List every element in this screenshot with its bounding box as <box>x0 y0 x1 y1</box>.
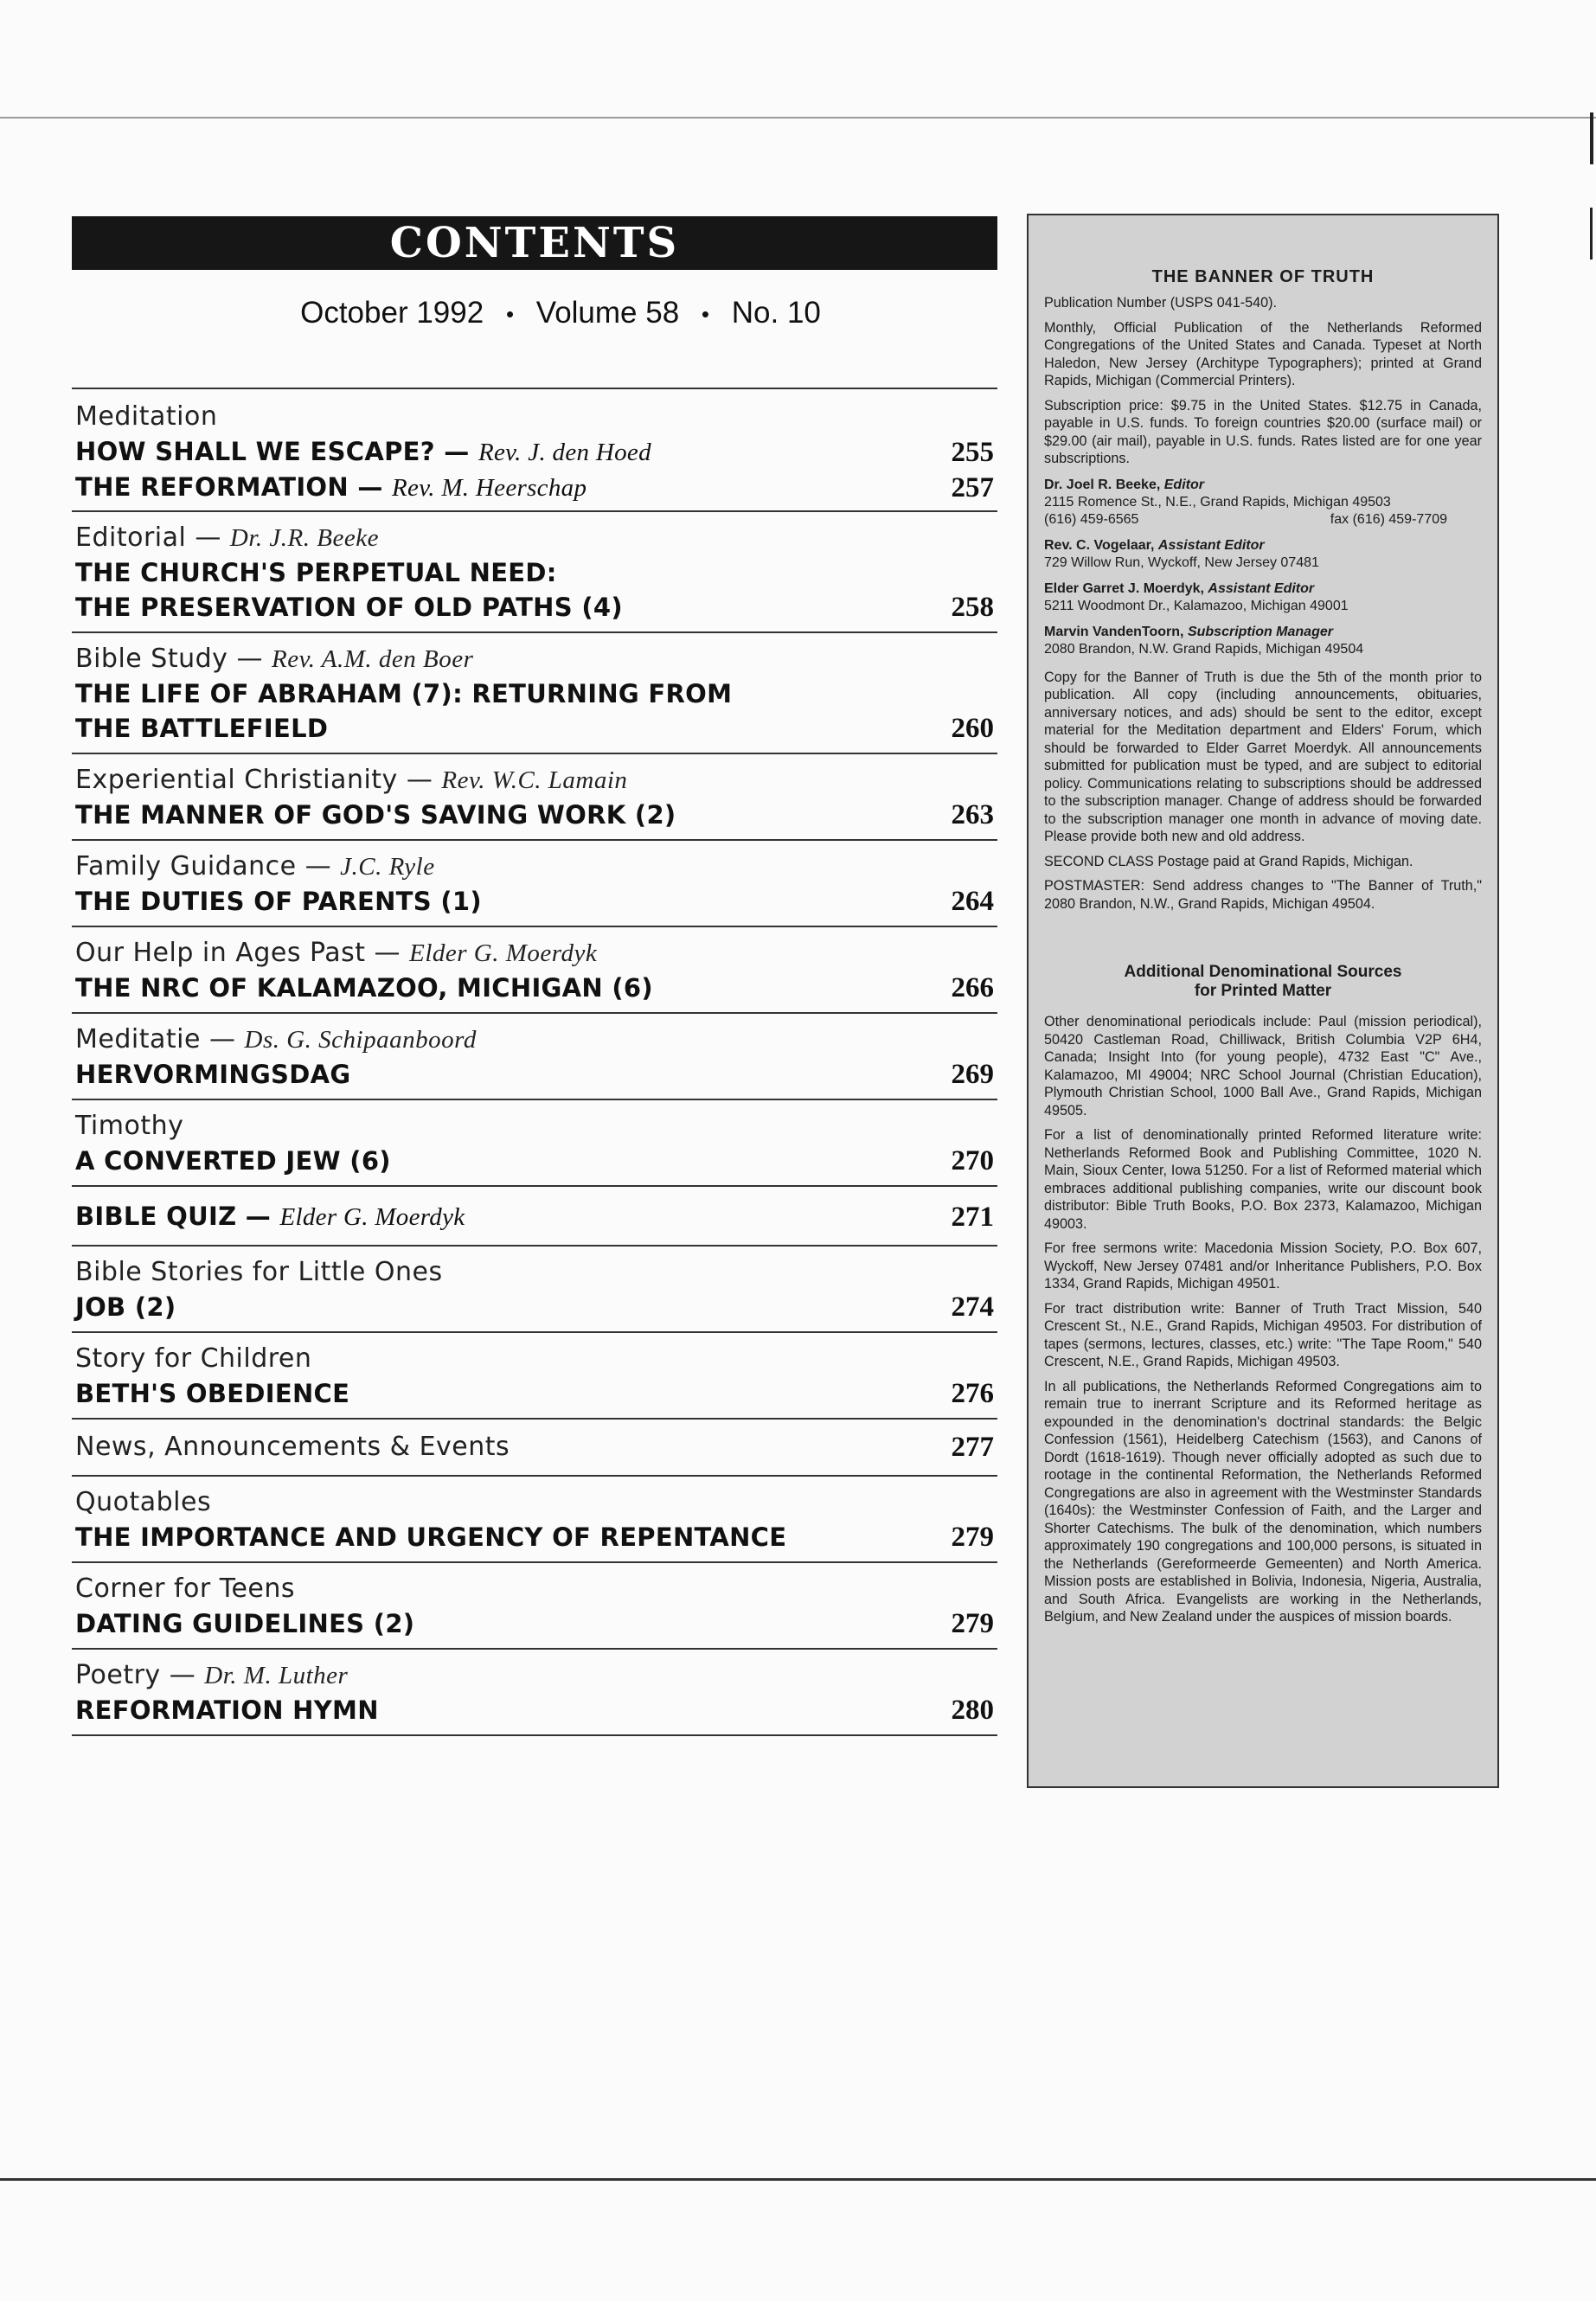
sources-tracts: For tract distribution write: Banner of Truth Tract Mission, 540 Crescent St., N.E., Grand Rapids, Michigan 49503. For distribution of tapes (sermons, lectures, classes, etc.) write: "The Tape Room," 540 Crescent, N.E., Grand Rapids, Michigan 49503. <box>1044 1300 1482 1369</box>
toc-item[interactable] <box>75 1057 997 1092</box>
issue-number: No. 10 <box>731 296 821 330</box>
section-label: Corner for Teens <box>75 1574 296 1604</box>
toc-item[interactable] <box>75 1144 997 1178</box>
section-label: Timothy <box>75 1111 184 1141</box>
section-label: Bible Stories for Little Ones <box>75 1257 443 1287</box>
article-title: A CONVERTED JEW (6) <box>75 1146 391 1176</box>
page-edge-mark <box>1590 208 1593 260</box>
toc-entry <box>72 1185 997 1245</box>
toc-item[interactable] <box>75 1693 997 1727</box>
section-label: Story for Children <box>75 1343 312 1374</box>
article-title-cont: THE PRESERVATION OF OLD PATHS (4) <box>75 593 623 622</box>
publication-description: Monthly, Official Publication of the Netherlands Reformed Congregations of the United States and Canada. Typeset at North Haledon, New Jersey (Architype Typographers); printed at Grand Rapids, Michigan (Commercial Printers). <box>1044 319 1482 388</box>
toc-item[interactable] <box>75 590 997 625</box>
article-title: BIBLE QUIZ — Elder G. Moerdyk <box>75 1202 465 1231</box>
article-title: THE MANNER OF GOD'S SAVING WORK (2) <box>75 800 676 830</box>
toc-item[interactable] <box>75 1606 997 1641</box>
issue-date: October 1992 <box>300 296 484 330</box>
toc-entry <box>72 839 997 926</box>
section-label: Meditation <box>75 401 218 432</box>
article-title: JOB (2) <box>75 1292 176 1322</box>
editor-contact: Dr. Joel R. Beeke, Editor 2115 Romence St., N.E., Grand Rapids, Michigan 49503 (616) 459-6565 fax (616) 459-7709 <box>1044 477 1447 527</box>
toc-end-rule <box>72 1734 997 1736</box>
page-number: 263 <box>951 799 994 830</box>
article-title-cont: THE BATTLEFIELD <box>75 714 329 743</box>
page-number: 279 <box>951 1608 994 1639</box>
article-title: HOW SHALL WE ESCAPE? — Rev. J. den Hoed <box>75 437 651 466</box>
section-label: Bible Study — Rev. A.M. den Boer <box>75 644 474 674</box>
section-label: News, Announcements & Events <box>75 1432 510 1462</box>
section-label: Editorial — Dr. J.R. Beeke <box>75 522 379 553</box>
article-title: THE REFORMATION — Rev. M. Heerschap <box>75 472 587 502</box>
toc-entry <box>72 1245 997 1331</box>
toc-item[interactable] <box>75 434 997 470</box>
masthead-title: THE BANNER OF TRUTH <box>1151 267 1375 286</box>
separator-dot: • <box>701 301 710 328</box>
page-number: 269 <box>951 1059 994 1090</box>
section-label: Meditatie — Ds. G. Schipaanboord <box>75 1024 477 1054</box>
toc-entry <box>72 631 997 753</box>
page-number: 266 <box>951 972 994 1003</box>
page-number: 264 <box>951 886 994 917</box>
section-label: Family Guidance — J.C. Ryle <box>75 851 435 881</box>
section-label: Quotables <box>75 1487 212 1517</box>
postmaster-note: POSTMASTER: Send address changes to "The Banner of Truth," 2080 Brandon, N.W., Grand Rapids, Michigan 49504. <box>1044 878 1482 912</box>
table-of-contents <box>72 388 997 1736</box>
sources-literature: For a list of denominationally printed Reformed literature write: Netherlands Reformed Book and Publishing Committee, 1020 N. Main, Sioux Center, Iowa 51250. For a list of Reformed material which embraces additional publishing companies, write our discount book distributor: Bible Truth Books, P.O. Box 2373, Kalamazoo, Michigan 49003. <box>1044 1127 1482 1232</box>
toc-entry <box>72 1648 997 1734</box>
page-edge-mark <box>1590 112 1593 164</box>
editor-phone: (616) 459-6565 <box>1044 511 1139 527</box>
toc-entry <box>72 1475 997 1561</box>
toc-item[interactable] <box>75 1199 997 1234</box>
article-title: REFORMATION HYMN <box>75 1695 379 1725</box>
elder-contact: Elder Garret J. Moerdyk, Assistant Editor 5211 Woodmont Dr., Kalamazoo, Michigan 49001 <box>1044 580 1349 613</box>
toc-entry <box>72 1418 997 1475</box>
assistant-editor-contact: Rev. C. Vogelaar, Assistant Editor 729 Willow Run, Wyckoff, New Jersey 07481 <box>1044 537 1319 570</box>
publication-number: Publication Number (USPS 041-540). <box>1044 295 1278 311</box>
masthead-box <box>1027 214 1499 1788</box>
toc-item[interactable] <box>75 1290 997 1324</box>
toc-entry <box>72 1012 997 1099</box>
article-title: THE IMPORTANCE AND URGENCY OF REPENTANCE <box>75 1522 787 1552</box>
toc-item[interactable] <box>75 711 997 746</box>
page-number: 279 <box>951 1522 994 1553</box>
page-number: 260 <box>951 713 994 744</box>
toc-entry <box>72 1331 997 1418</box>
page-number: 255 <box>951 437 994 468</box>
sources-periodicals: Other denominational periodicals include: Paul (mission periodical), 50420 Castleman Road, Chilliwack, British Columbia V2P 6H4, Canada; Insight Into (for young people), 4732 East "C" Ave., Kalamazoo, MI 49004; NRC School Journal (Christian Education), Plymouth Christian School, 1000 Ball Ave., Grand Rapids, Michigan 49505. <box>1044 1014 1482 1118</box>
separator-dot: • <box>505 301 515 328</box>
copy-note: Copy for the Banner of Truth is due the 5th of the month prior to publication. All copy (including announcements, obituaries, anniversary notices, and ads) should be sent to the editor, except material for the Meditation department and Elders' Forum, which should be forwarded to Elder Garret Moerdyk. All announcements submitted for publication must be typed, and are subject to editorial policy. Communications relating to subscriptions should be addressed to the subscription manager. Change of address should be forwarded to the subscription manager one month in advance of moving date. Please provide both new and old address. <box>1044 669 1482 844</box>
section-label: Experiential Christianity — Rev. W.C. Lamain <box>75 765 628 795</box>
toc-item[interactable] <box>75 971 997 1005</box>
page-number: 270 <box>951 1145 994 1176</box>
section-label: Our Help in Ages Past — Elder G. Moerdyk <box>75 938 598 968</box>
sources-sermons: For free sermons write: Macedonia Mission Society, P.O. Box 607, Wyckoff, New Jersey 07481 and/or Inheritance Publishers, P.O. Box 1334, Grand Rapids, Michigan 49501. <box>1044 1240 1482 1292</box>
page-number: 277 <box>951 1432 994 1463</box>
toc-item[interactable] <box>75 884 997 919</box>
page-number: 276 <box>951 1378 994 1409</box>
toc-entry <box>72 388 997 510</box>
article-title: THE NRC OF KALAMAZOO, MICHIGAN (6) <box>75 973 653 1003</box>
sources-statement: In all publications, the Netherlands Reformed Congregations aim to remain true to inerrant Scripture and its Reformed heritage as expounded in the denomination's doctrinal standards: the Belgic Confession (1561), Heidelberg Catechism (1563), and Canons of Dordt (1618-1619). Though never officially adopted as such due to rootage in the continental Reformation, the Netherlands Reformed Congregations are also in agreement with the Westminster Standards (1640s): the Westminster Confession of Faith, and the Larger and Shorter Catechisms. The bulk of the denomination, which numbers approximately 190 congregations and 100,000 persons, is situated in the Netherlands (Gereformeerde Gemeenten) and North America. Mission posts are established in Bolivia, Indonesia, Nigeria, Australia, and South Africa. Evangelists are working in the Netherlands, Belgium, and New Zealand under the auspices of mission boards. <box>1044 1378 1482 1625</box>
toc-item[interactable] <box>75 1520 997 1554</box>
issue-line <box>124 296 997 330</box>
page-number: 274 <box>951 1292 994 1323</box>
toc-entry <box>72 1561 997 1648</box>
sources-heading: Additional Denominational Sources for Printed Matter <box>1124 963 1402 1000</box>
toc-item[interactable] <box>75 470 997 505</box>
article-title: THE DUTIES OF PARENTS (1) <box>75 887 482 916</box>
section-label: Poetry — Dr. M. Luther <box>75 1660 349 1690</box>
toc-entry <box>72 510 997 631</box>
contents-banner: CONTENTS <box>72 216 997 270</box>
subscription-price: Subscription price: $9.75 in the United States. $12.75 in Canada, payable in U.S. funds. To foreign countries $20.00 (surface mail) or $29.00 (air mail), payable in U.S. funds. Rates listed are for one year subscriptions. <box>1044 397 1482 466</box>
toc-item[interactable] <box>75 1376 997 1411</box>
article-title: DATING GUIDELINES (2) <box>75 1609 415 1638</box>
article-title: HERVORMINGSDAG <box>75 1060 351 1089</box>
toc-entry <box>72 1099 997 1185</box>
postage-note: SECOND CLASS Postage paid at Grand Rapids, Michigan. <box>1044 853 1413 869</box>
article-title: BETH'S OBEDIENCE <box>75 1379 350 1408</box>
page-number: 257 <box>951 472 994 503</box>
contents-column <box>72 216 997 1736</box>
editor-fax: fax (616) 459-7709 <box>1330 511 1447 527</box>
page-number: 271 <box>951 1202 994 1233</box>
toc-item[interactable] <box>75 1430 997 1465</box>
article-title: THE CHURCH'S PERPETUAL NEED: <box>75 558 557 587</box>
toc-entry <box>72 926 997 1012</box>
article-title: THE LIFE OF ABRAHAM (7): RETURNING FROM <box>75 679 733 708</box>
top-rule <box>0 117 1596 119</box>
page-number: 280 <box>951 1695 994 1726</box>
toc-item[interactable] <box>75 798 997 832</box>
subscription-manager-contact: Marvin VandenToorn, Subscription Manager 2080 Brandon, N.W. Grand Rapids, Michigan 49504 <box>1044 624 1364 657</box>
bottom-rule <box>0 2178 1596 2181</box>
issue-volume: Volume 58 <box>535 296 680 330</box>
toc-entry <box>72 753 997 839</box>
page-number: 258 <box>951 592 994 623</box>
